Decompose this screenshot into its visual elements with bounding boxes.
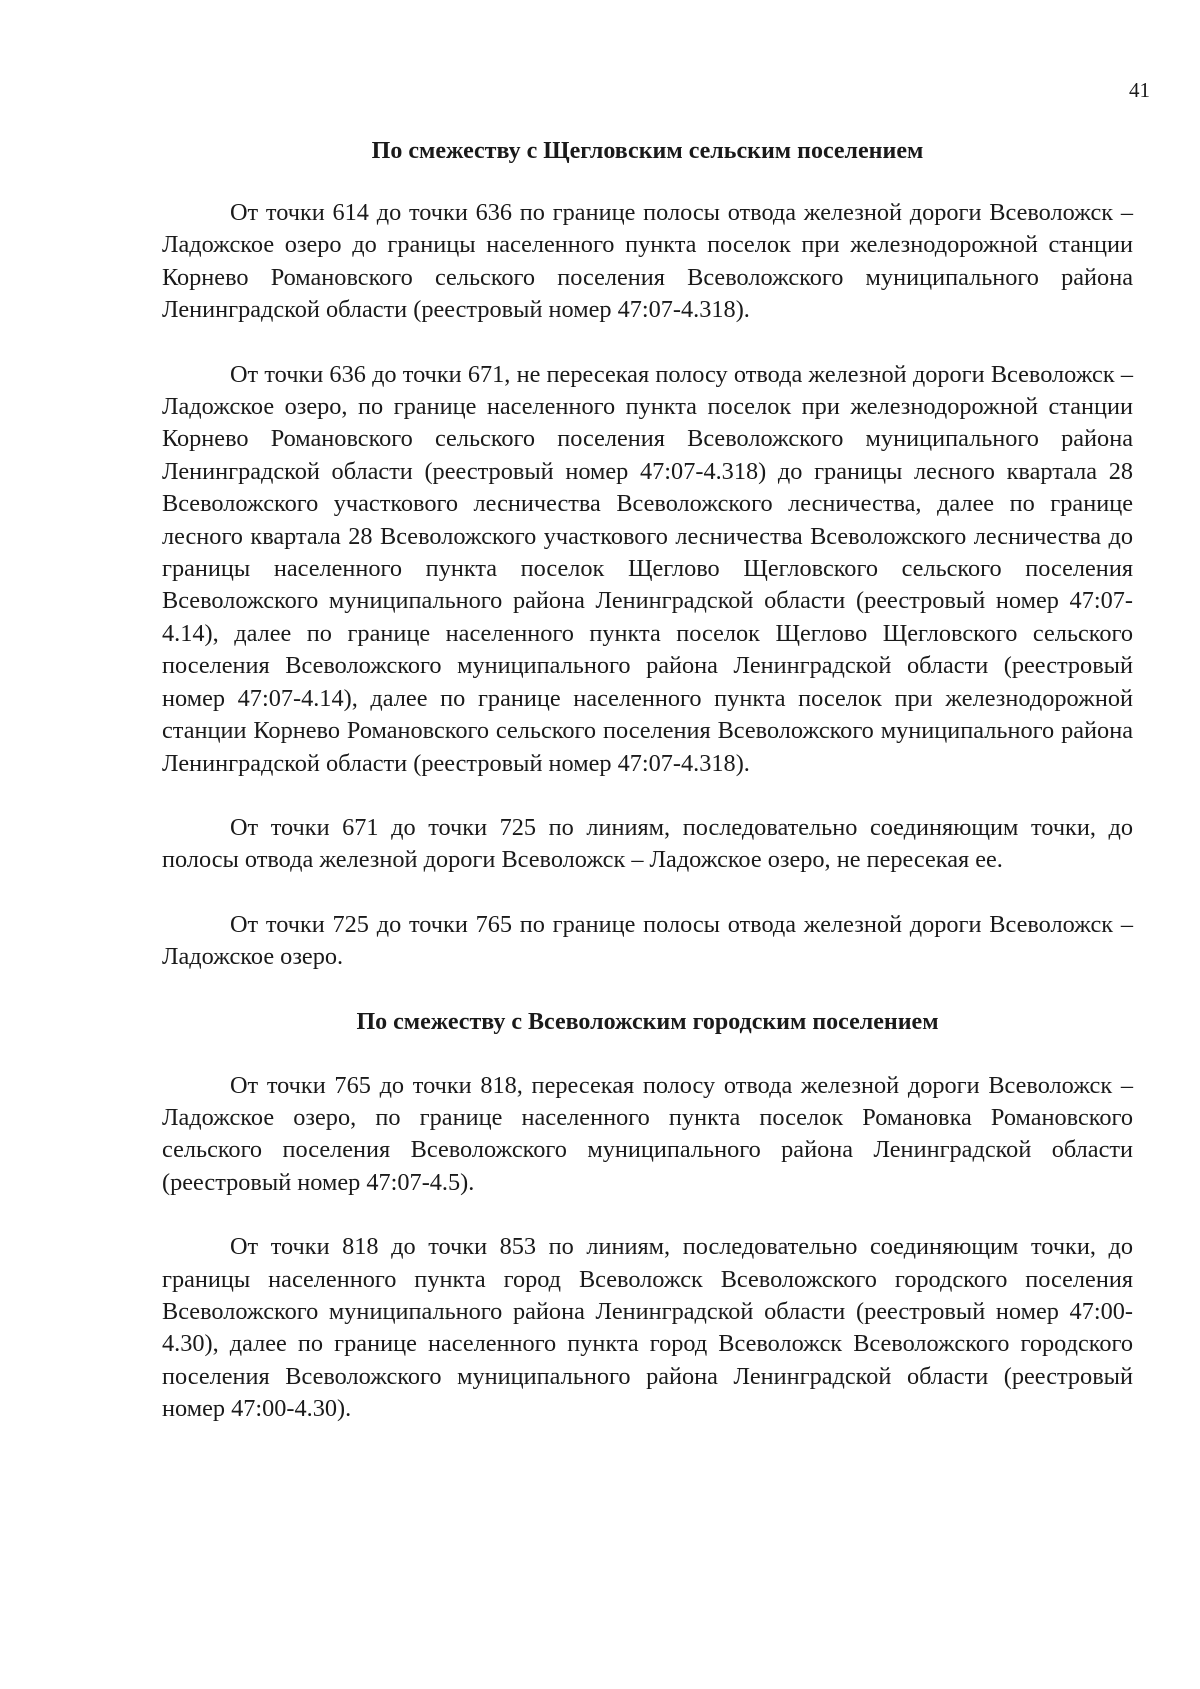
paragraph: От точки 614 до точки 636 по границе полосы отвода железной дороги Всеволожск – Ладожское озеро до границы населенного пункта поселок при железнодорожной станции Корнево Романовского сельского поселения Всеволожского муниципального района Ленинградской области (реестровый номер 47:07-4.318). <box>162 199 1133 324</box>
section-heading: По смежеству с Всеволожским городским поселением <box>356 1008 939 1035</box>
paragraph: От точки 636 до точки 671, не пересекая полосу отвода железной дороги Всеволожск – Ладожское озеро, по границе населенного пункта поселок при железнодорожной станции Корнево Романовского сельского поселения Всеволожского муниципального района Ленинградской области (реестровый номер 47:07-4.318) до границы лесного квартала 28 Всеволожского участкового лесничества Всеволожского лесничества, далее по границе лесного квартала 28 Всеволожского участкового лесничества Всеволожского лесничества до границы населенного пункта поселок Щеглово Щегловского сельского поселения Всеволожского муниципального района Ленинградской области (реестровый номер 47:07-4.14), далее по границе населенного пункта поселок Щеглово Щегловского сельского поселения Всеволожского муниципального района Ленинградской области (реестровый номер 47:07-4.14), далее по границе населенного пункта поселок при железнодорожной станции Корнево Романовского сельского поселения Всеволожского муниципального района Ленинградской области (реестровый номер 47:07-4.318). <box>162 360 1133 777</box>
paragraph: От точки 671 до точки 725 по линиям, последовательно соединяющим точки, до полосы отвода железной дороги Всеволожск – Ладожское озеро, не пересекая ее. <box>162 813 1133 874</box>
page-number: 41 <box>1129 78 1150 102</box>
paragraph: От точки 765 до точки 818, пересекая полосу отвода железной дороги Всеволожск – Ладожское озеро, по границе населенного пункта поселок Романовка Романовского сельского поселения Всеволожского муниципального района Ленинградской области (реестровый номер 47:07-4.5). <box>162 1071 1133 1196</box>
section-vsevolozhsk <box>162 1006 1133 1426</box>
document-body <box>162 135 1133 1426</box>
section-shcheglovo <box>162 135 1133 974</box>
paragraph: От точки 818 до точки 853 по линиям, последовательно соединяющим точки, до границы населенного пункта город Всеволожск Всеволожского городского поселения Всеволожского муниципального района Ленинградской области (реестровый номер 47:00-4.30), далее по границе населенного пункта город Всеволожск Всеволожского городского поселения Всеволожского муниципального района Ленинградской области (реестровый номер 47:00-4.30). <box>162 1233 1133 1423</box>
section-heading: По смежеству с Щегловским сельским поселением <box>371 138 924 164</box>
paragraph: От точки 725 до точки 765 по границе полосы отвода железной дороги Всеволожск – Ладожское озеро. <box>162 910 1133 971</box>
